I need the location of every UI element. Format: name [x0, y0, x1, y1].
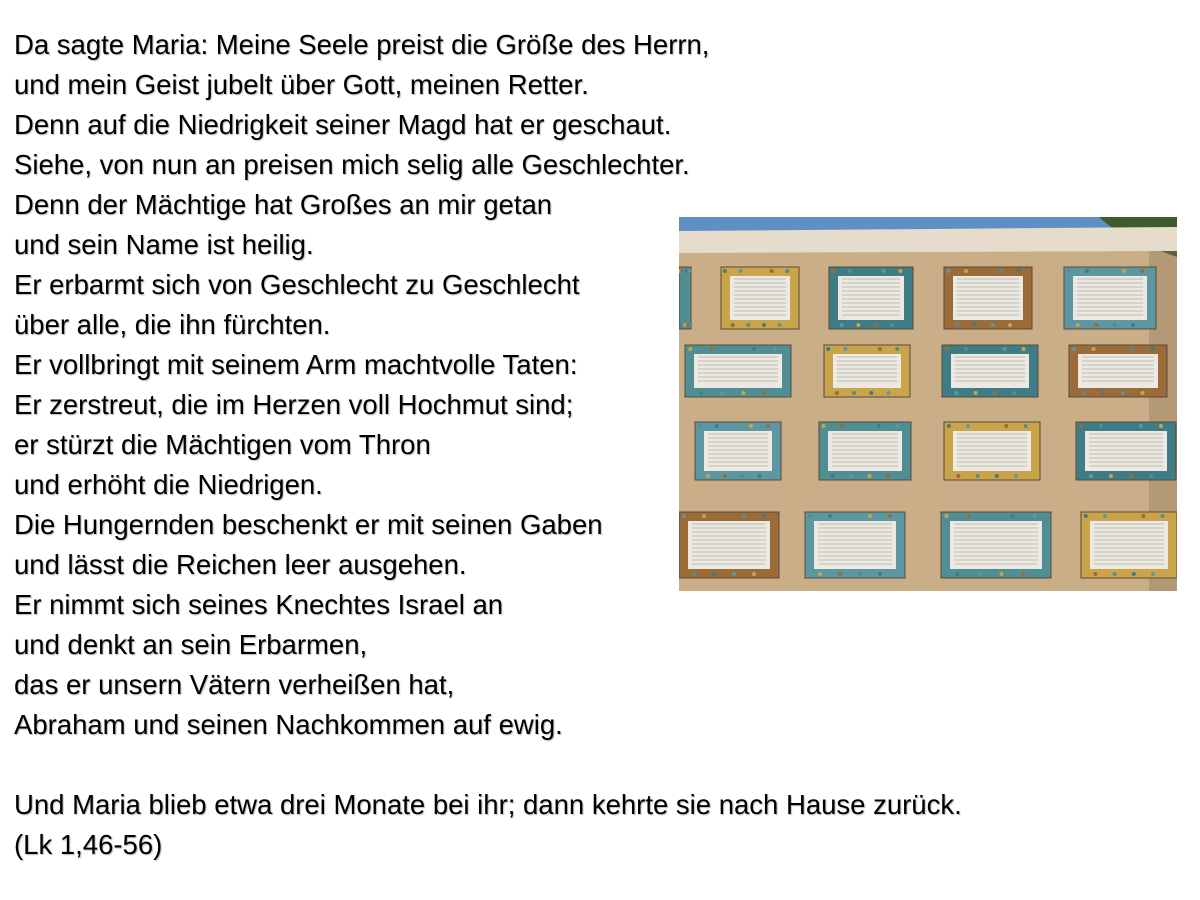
bible-reference: (Lk 1,46-56) [14, 829, 163, 860]
tile-ornament [702, 514, 706, 518]
tile-ornament [947, 424, 951, 428]
text-line: Da sagte Maria: Meine Seele preist die Größe des Herrn, [14, 29, 710, 60]
tile-ornament [1084, 514, 1088, 518]
tile-ornament [682, 514, 686, 518]
tile-ornament [775, 474, 779, 478]
tile-ornament [1026, 323, 1030, 327]
tile-ornament [818, 572, 822, 576]
plaque-panel [953, 431, 1031, 471]
tile-ornament [1122, 514, 1126, 518]
tile-ornament [1103, 514, 1107, 518]
tile-ornament [898, 269, 902, 273]
tile-ornament [964, 269, 968, 273]
tile-ornament [1113, 323, 1117, 327]
tile-ornament [1008, 323, 1012, 327]
tile-ornament [1122, 269, 1126, 273]
tile-ornament [1121, 391, 1125, 395]
tile-ornament [1031, 391, 1035, 395]
tile-ornament [835, 391, 839, 395]
tile-ornament [878, 347, 882, 351]
tile-ornament [1089, 474, 1093, 478]
tile-ornament [1092, 347, 1096, 351]
tile-ornament [754, 269, 758, 273]
roof-edge [679, 227, 1177, 253]
tile-ornament [1111, 347, 1115, 351]
wall-photo-drawing [679, 217, 1177, 591]
tile-ornament [731, 323, 735, 327]
tile-ornament [710, 347, 714, 351]
tile-ornament [856, 323, 860, 327]
tile-ornament [844, 347, 848, 351]
tile-ornament [895, 347, 899, 351]
text-line: er stürzt die Mächtigen vom Thron [14, 429, 431, 460]
text-line: Die Hungernden beschenkt er mit seinen Gaben [14, 509, 603, 540]
tile-ornament [1129, 474, 1133, 478]
tile-ornament [989, 514, 993, 518]
tile-ornament [1141, 391, 1145, 395]
tile-ornament [995, 474, 999, 478]
tile-ornament [1033, 474, 1037, 478]
tile-ornament [785, 269, 789, 273]
text-line: Er erbarmt sich von Geschlecht zu Geschlecht [14, 269, 580, 300]
text-line: und denkt an sein Erbarmen, [14, 629, 368, 660]
tile-ornament [1139, 424, 1143, 428]
tile-ornament [993, 391, 997, 395]
tile-ornament [1099, 424, 1103, 428]
text-line: Denn auf die Niedrigkeit seiner Magd hat er geschaut. [14, 109, 672, 140]
tile-ornament [868, 514, 872, 518]
tile-ornament [688, 323, 692, 327]
tile-ornament [1103, 269, 1107, 273]
plaque-panel [951, 354, 1029, 388]
tile-ornament [762, 323, 766, 327]
tile-ornament [1101, 391, 1105, 395]
tile-ornament [886, 474, 890, 478]
tile-ornament [946, 269, 950, 273]
tile-ornament [1131, 323, 1135, 327]
tile-ornament [858, 572, 862, 576]
text-line: Er vollbringt mit seinem Arm machtvolle Taten: [14, 349, 578, 380]
tile-ornament [1094, 323, 1098, 327]
tile-ornament [1149, 474, 1153, 478]
tile-ornament [752, 572, 756, 576]
tile-ornament [904, 391, 908, 395]
tile-ornament [1141, 514, 1145, 518]
tile-ornament [723, 474, 727, 478]
tile-ornament [731, 347, 735, 351]
tile-ornament [990, 323, 994, 327]
tile-ornament [699, 391, 703, 395]
tile-ornament [749, 424, 753, 428]
tile-ornament [784, 391, 788, 395]
tile-ornament [967, 514, 971, 518]
tile-ornament [877, 424, 881, 428]
text-line: das er unsern Vätern verheißen hat, [14, 669, 455, 700]
tile-ornament [878, 572, 882, 576]
tile-ornament [955, 323, 959, 327]
tile-ornament [722, 514, 726, 518]
tile-ornament [828, 514, 832, 518]
tile-ornament [985, 424, 989, 428]
tile-ornament [688, 347, 692, 351]
tile-ornament [762, 514, 766, 518]
tile-ornament [746, 323, 750, 327]
text-line: Er nimmt sich seines Knechtes Israel an [14, 589, 504, 620]
text-line: Siehe, von nun an preisen mich selig alle Geschlechter. [14, 149, 690, 180]
tile-ornament [887, 391, 891, 395]
text-line: und sein Name ist heilig. [14, 229, 314, 260]
text-line: und mein Geist jubelt über Gott, meinen Retter. [14, 69, 589, 100]
tile-ornament [904, 474, 908, 478]
text-line: Abraham und seinen Nachkommen auf ewig. [14, 709, 563, 740]
tile-ornament [720, 391, 724, 395]
plaque-panel [694, 354, 782, 388]
tile-ornament [1067, 269, 1071, 273]
plaque-panel [1078, 354, 1158, 388]
tile-ornament [840, 323, 844, 327]
tile-ornament [1149, 323, 1153, 327]
tile-ornament [978, 572, 982, 576]
tile-ornament [861, 347, 865, 351]
tile-ornament [1024, 424, 1028, 428]
tile-ornament [1044, 572, 1048, 576]
tile-ornament [1011, 514, 1015, 518]
tile-ornament [831, 474, 835, 478]
tile-ornament [1109, 474, 1113, 478]
tile-ornament [888, 514, 892, 518]
tile-ornament [890, 323, 894, 327]
tile-ornament [882, 269, 886, 273]
tile-ornament [1113, 572, 1117, 576]
tile-ornament [868, 474, 872, 478]
tile-ornament [770, 269, 774, 273]
tile-ornament [982, 269, 986, 273]
tile-ornament [1002, 347, 1006, 351]
tile-ornament [1014, 474, 1018, 478]
tile-ornament [739, 269, 743, 273]
tile-ornament [1151, 572, 1155, 576]
tile-ornament [1161, 514, 1165, 518]
tile-ornament [1022, 347, 1026, 351]
tile-ornament [848, 514, 852, 518]
tile-ornament [983, 347, 987, 351]
tile-ornament [1022, 572, 1026, 576]
tile-ornament [766, 424, 770, 428]
tile-ornament [869, 391, 873, 395]
tile-ornament [999, 269, 1003, 273]
tile-ornament [895, 424, 899, 428]
tile-ornament [1132, 572, 1136, 576]
plaque-panel [828, 431, 902, 471]
tile-ornament [1170, 572, 1174, 576]
text-line: über alle, die ihn fürchten. [14, 309, 331, 340]
tile-ornament [840, 424, 844, 428]
tile-ornament [973, 323, 977, 327]
tile-ornament [758, 474, 762, 478]
tile-ornament [1131, 347, 1135, 351]
tile-ornament [858, 424, 862, 428]
tile-ornament [1082, 391, 1086, 395]
tile-ornament [964, 347, 968, 351]
tile-ornament [1085, 269, 1089, 273]
tile-ornament [976, 474, 980, 478]
tile-ornament [945, 514, 949, 518]
tile-ornament [848, 269, 852, 273]
text-line: und erhöht die Niedrigen. [14, 469, 323, 500]
tile-ornament [849, 474, 853, 478]
tile-ornament [1000, 572, 1004, 576]
tile-ornament [1150, 347, 1154, 351]
tile-ornament [773, 347, 777, 351]
tile-ornament [732, 572, 736, 576]
tile-ornament [1079, 424, 1083, 428]
tile-ornament [778, 323, 782, 327]
tile-ornament [763, 391, 767, 395]
tile-ornament [826, 347, 830, 351]
tile-ornament [706, 474, 710, 478]
tile-ornament [740, 474, 744, 478]
tile-ornament [1033, 514, 1037, 518]
text-line: Er zerstreut, die im Herzen voll Hochmut sind; [14, 389, 574, 420]
tile-ornament [732, 424, 736, 428]
plaque-panel [704, 431, 772, 471]
tile-ornament [954, 391, 958, 395]
plaque-panel [833, 354, 901, 388]
tile-ornament [852, 391, 856, 395]
tile-ornament [822, 424, 826, 428]
photo-wall-plaques [679, 217, 1177, 591]
tile-ornament [723, 269, 727, 273]
plaque-frame [679, 267, 691, 329]
tile-ornament [1119, 424, 1123, 428]
tile-ornament [1072, 347, 1076, 351]
tile-ornament [772, 572, 776, 576]
tile-ornament [1093, 572, 1097, 576]
text-line: Denn der Mächtige hat Großes an mir getan [14, 189, 553, 220]
tile-ornament [974, 391, 978, 395]
tile-ornament [945, 347, 949, 351]
tile-ornament [873, 323, 877, 327]
tile-ornament [898, 572, 902, 576]
tile-ornament [808, 514, 812, 518]
tile-ornament [741, 391, 745, 395]
tile-ornament [1004, 424, 1008, 428]
tile-ornament [1159, 424, 1163, 428]
tile-ornament [1140, 269, 1144, 273]
tile-ornament [1012, 391, 1016, 395]
tile-ornament [966, 424, 970, 428]
tile-ornament [712, 572, 716, 576]
plaque-panel [1085, 431, 1167, 471]
tile-ornament [865, 269, 869, 273]
tile-ornament [956, 474, 960, 478]
tile-ornament [831, 269, 835, 273]
tile-ornament [715, 424, 719, 428]
tile-ornament [692, 572, 696, 576]
tile-ornament [907, 323, 911, 327]
tile-ornament [956, 572, 960, 576]
tile-ornament [793, 323, 797, 327]
tile-ornament [687, 269, 691, 273]
tile-ornament [742, 514, 746, 518]
tile-ornament [838, 572, 842, 576]
tile-ornament [1076, 323, 1080, 327]
text-line: und lässt die Reichen leer ausgehen. [14, 549, 467, 580]
tile-ornament [1017, 269, 1021, 273]
tile-ornament [1160, 391, 1164, 395]
tile-ornament [697, 424, 701, 428]
closing-line: Und Maria blieb etwa drei Monate bei ihr; dann kehrte sie nach Hause zurück. [14, 789, 962, 820]
tile-ornament [752, 347, 756, 351]
tile-ornament [1169, 474, 1173, 478]
